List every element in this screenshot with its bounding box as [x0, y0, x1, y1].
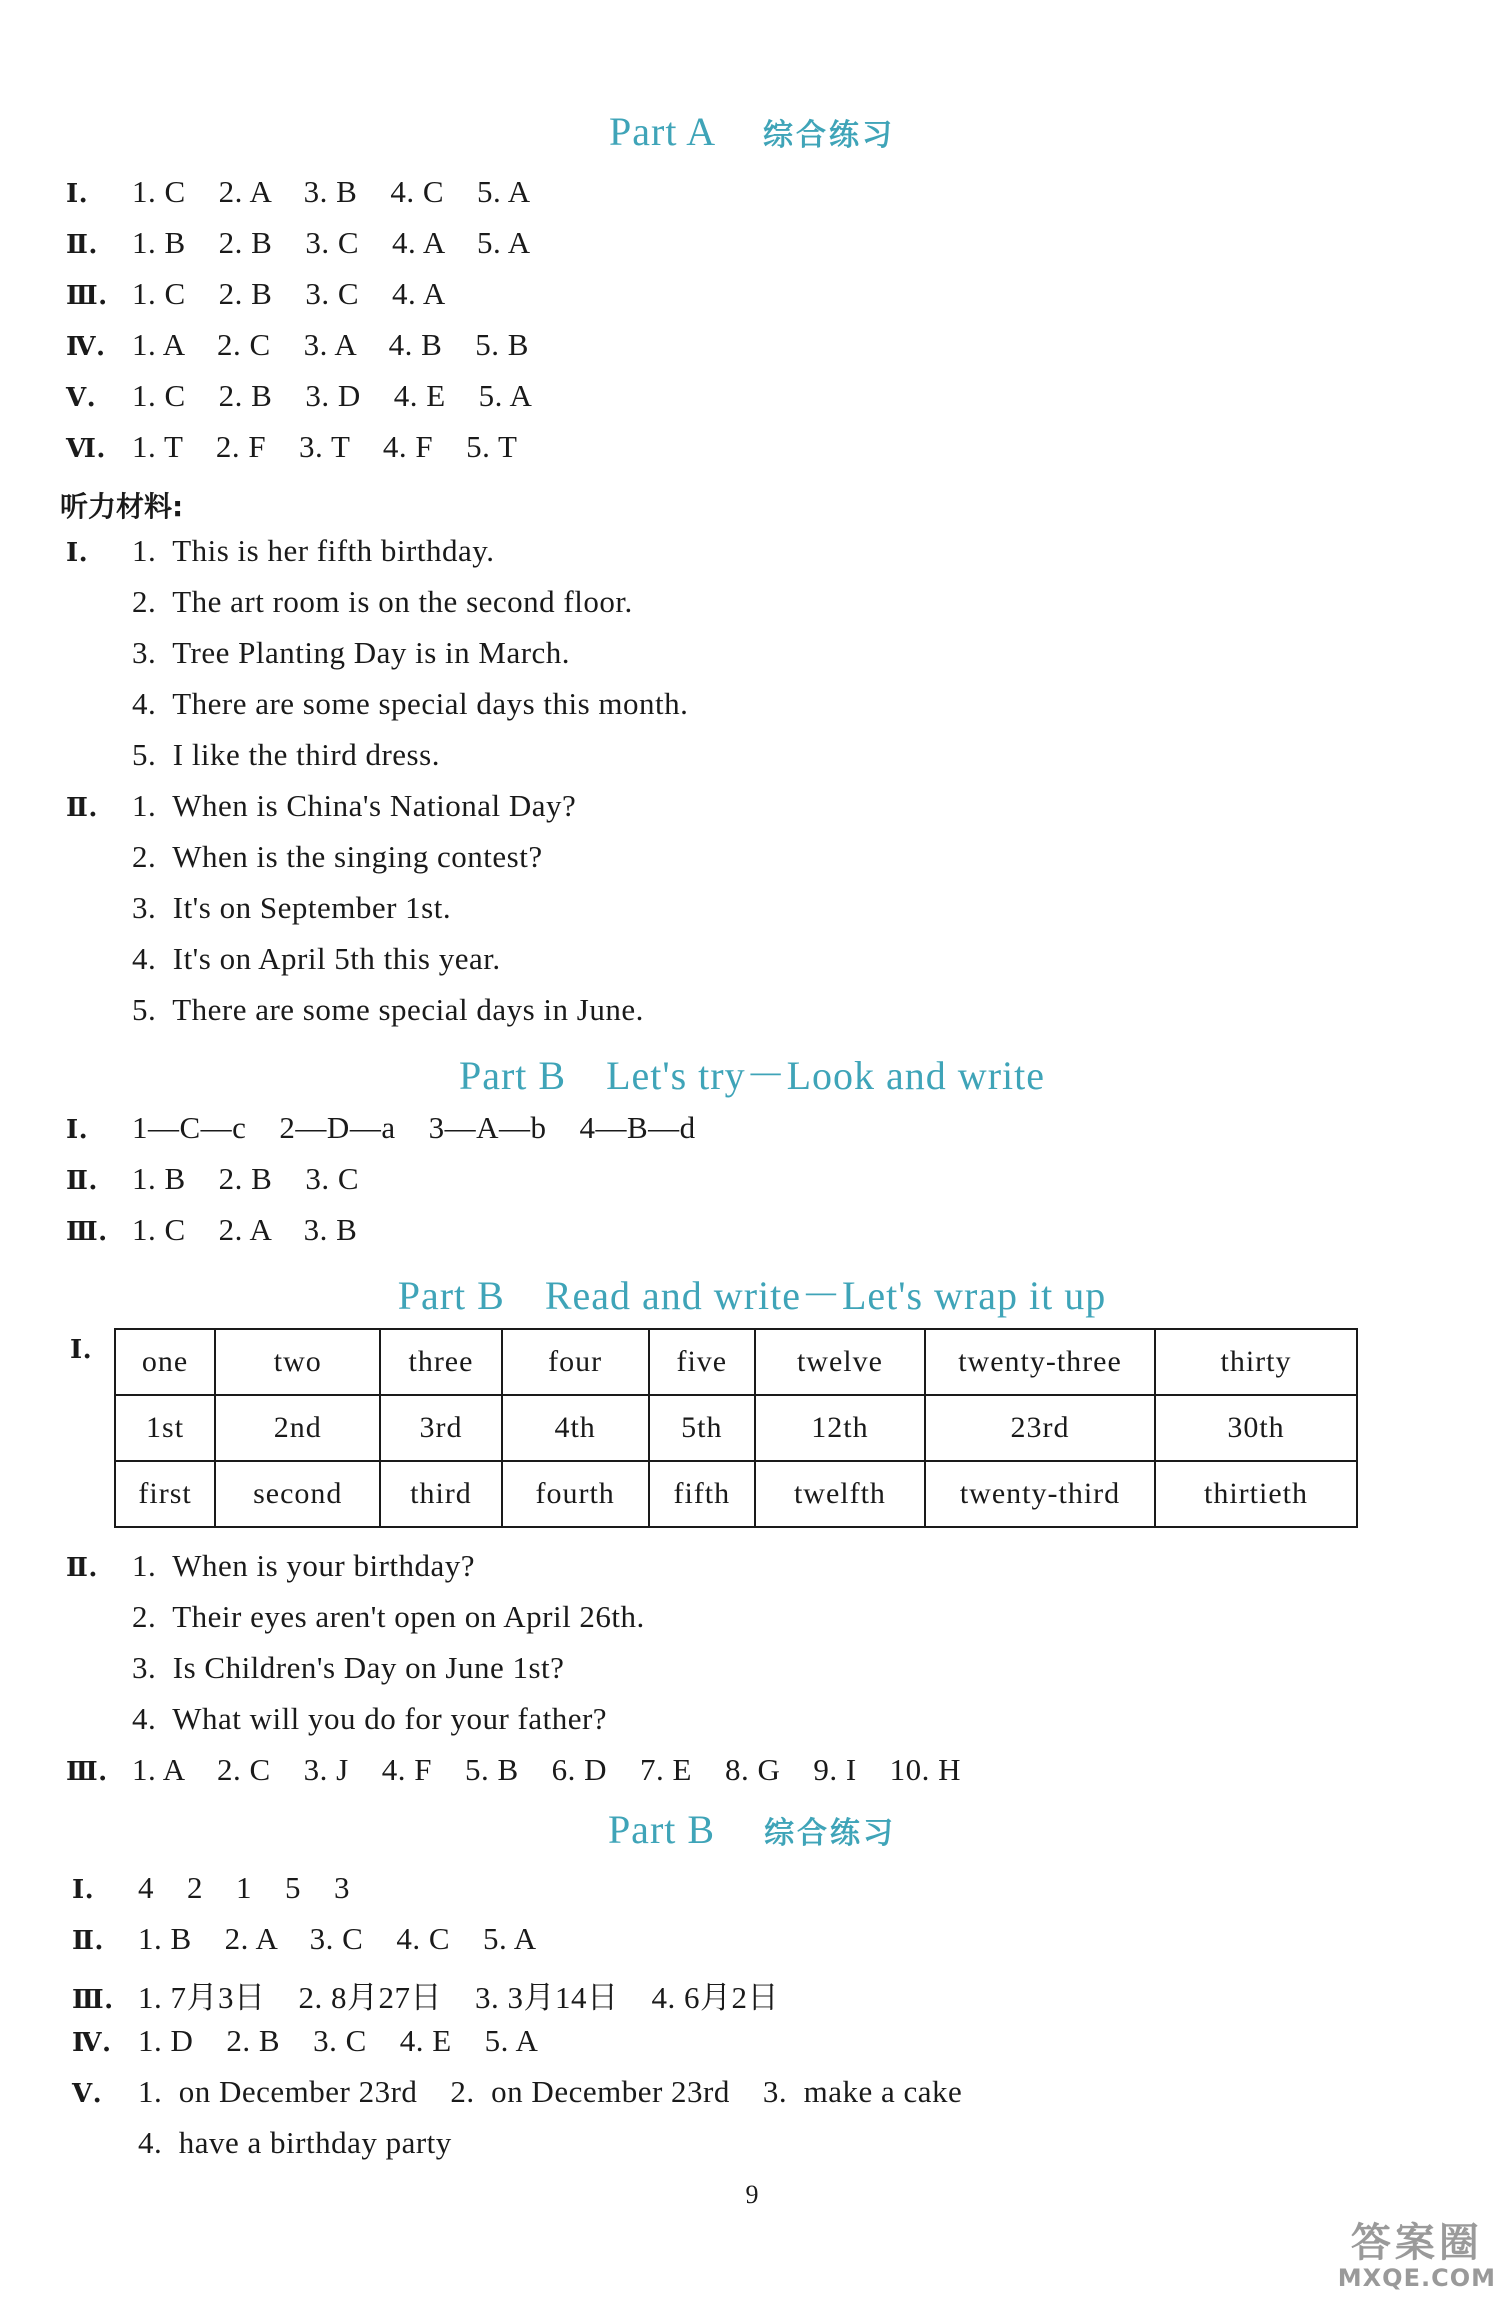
table-cell: 1st	[115, 1395, 215, 1461]
answer-line: 2. Their eyes aren't open on April 26th.	[132, 1599, 645, 1634]
listening-line: 3. It's on September 1st.	[132, 890, 452, 925]
listening-line: 4. It's on April 5th this year.	[132, 941, 501, 976]
answer-line: 3. Is Children's Day on June 1st?	[132, 1650, 565, 1685]
part-a-subtitle: 综合练习	[762, 118, 895, 153]
listening-line: 5. There are some special days in June.	[132, 992, 644, 1027]
table-cell: one	[115, 1329, 215, 1395]
listening-line: 4. There are some special days this month.	[132, 686, 689, 721]
part-b-try-subtitle: Let's try－Look and write	[606, 1053, 1045, 1098]
listening-line: Ⅰ. 1. This is her fifth birthday.	[66, 533, 495, 568]
part-b-zh-heading	[0, 1806, 1504, 1853]
table-cell: first	[115, 1461, 215, 1527]
watermark-logo: 答案圈 MXQE.COM	[1337, 2219, 1496, 2292]
listening-line: 2. The art room is on the second floor.	[132, 584, 633, 619]
part-a-title: Part A	[609, 109, 714, 154]
listening-label: 听力材料:	[60, 490, 184, 523]
table-cell: 23rd	[925, 1395, 1155, 1461]
table-row	[115, 1329, 1357, 1395]
answer-line: Ⅰ. 1. C 2. A 3. B 4. C 5. A	[66, 174, 531, 209]
answer-line: 4. What will you do for your father?	[132, 1701, 608, 1736]
answer-line: Ⅰ. 4 2 1 5 3	[72, 1870, 350, 1905]
table-cell: twelfth	[755, 1461, 925, 1527]
part-b-zh-subtitle: 综合练习	[764, 1816, 897, 1851]
ordinal-table	[114, 1328, 1358, 1528]
table-cell: 30th	[1155, 1395, 1357, 1461]
answer-line: Ⅱ. 1. B 2. B 3. C 4. A 5. A	[66, 225, 531, 260]
listening-line: Ⅱ. 1. When is China's National Day?	[66, 788, 577, 823]
answer-line: Ⅳ. 1. D 2. B 3. C 4. E 5. A	[72, 2023, 539, 2058]
answer-line: Ⅲ. 1. A 2. C 3. J 4. F 5. B 6. D 7. E 8. G 9. I 10. H	[66, 1752, 962, 1787]
answer-line: Ⅱ. 1. When is your birthday?	[66, 1548, 476, 1583]
answer-line: Ⅲ. 1. 7月3日 2. 8月27日 3. 3月14日 4. 6月2日	[72, 1980, 779, 2015]
table-cell: four	[502, 1329, 649, 1395]
table-cell: twenty-third	[925, 1461, 1155, 1527]
listening-line: 3. Tree Planting Day is in March.	[132, 635, 571, 670]
table-cell: thirty	[1155, 1329, 1357, 1395]
answer-line: Ⅰ. 1—C—c 2—D—a 3—A—b 4—B—d	[66, 1110, 696, 1145]
table-cell: second	[215, 1461, 380, 1527]
part-b-read-title: Part B	[397, 1273, 505, 1318]
answer-line: Ⅳ. 1. A 2. C 3. A 4. B 5. B	[66, 327, 529, 362]
table-cell: fifth	[649, 1461, 755, 1527]
part-b-read-heading	[0, 1264, 1504, 1321]
page-number: 9	[745, 2180, 759, 2209]
listening-line: 2. When is the singing contest?	[132, 839, 543, 874]
answer-line: Ⅱ. 1. B 2. A 3. C 4. C 5. A	[72, 1921, 537, 1956]
answer-line: Ⅲ. 1. C 2. A 3. B	[66, 1212, 358, 1247]
table-cell: two	[215, 1329, 380, 1395]
table-cell: thirtieth	[1155, 1461, 1357, 1527]
answer-line: Ⅲ. 1. C 2. B 3. C 4. A	[66, 276, 446, 311]
answer-line: Ⅴ. 1. C 2. B 3. D 4. E 5. A	[66, 378, 533, 413]
table-cell: 12th	[755, 1395, 925, 1461]
part-a-heading	[0, 108, 1504, 155]
table-cell: fourth	[502, 1461, 649, 1527]
table-cell: 5th	[649, 1395, 755, 1461]
part-b-try-title: Part B	[458, 1053, 567, 1098]
table-cell: twenty-three	[925, 1329, 1155, 1395]
part-b-zh-title: Part B	[607, 1807, 716, 1852]
answer-line: Ⅵ. 1. T 2. F 3. T 4. F 5. T	[66, 429, 518, 464]
table-cell: third	[380, 1461, 501, 1527]
answer-line: Ⅱ. 1. B 2. B 3. C	[66, 1161, 360, 1196]
table-cell: five	[649, 1329, 755, 1395]
table-cell: three	[380, 1329, 501, 1395]
table-number: Ⅰ.	[70, 1335, 93, 1365]
answer-line: 4. have a birthday party	[138, 2125, 452, 2160]
table-cell: 3rd	[380, 1395, 501, 1461]
table-cell: 2nd	[215, 1395, 380, 1461]
table-cell: twelve	[755, 1329, 925, 1395]
table-row	[115, 1461, 1357, 1527]
answer-line: Ⅴ. 1. on December 23rd 2. on December 23rd 3. make a cake	[72, 2074, 963, 2109]
listening-line: 5. I like the third dress.	[132, 737, 440, 772]
part-b-try-heading	[0, 1044, 1504, 1101]
table-row	[115, 1395, 1357, 1461]
table-cell: 4th	[502, 1395, 649, 1461]
part-b-read-subtitle: Read and write－Let's wrap it up	[544, 1273, 1107, 1318]
